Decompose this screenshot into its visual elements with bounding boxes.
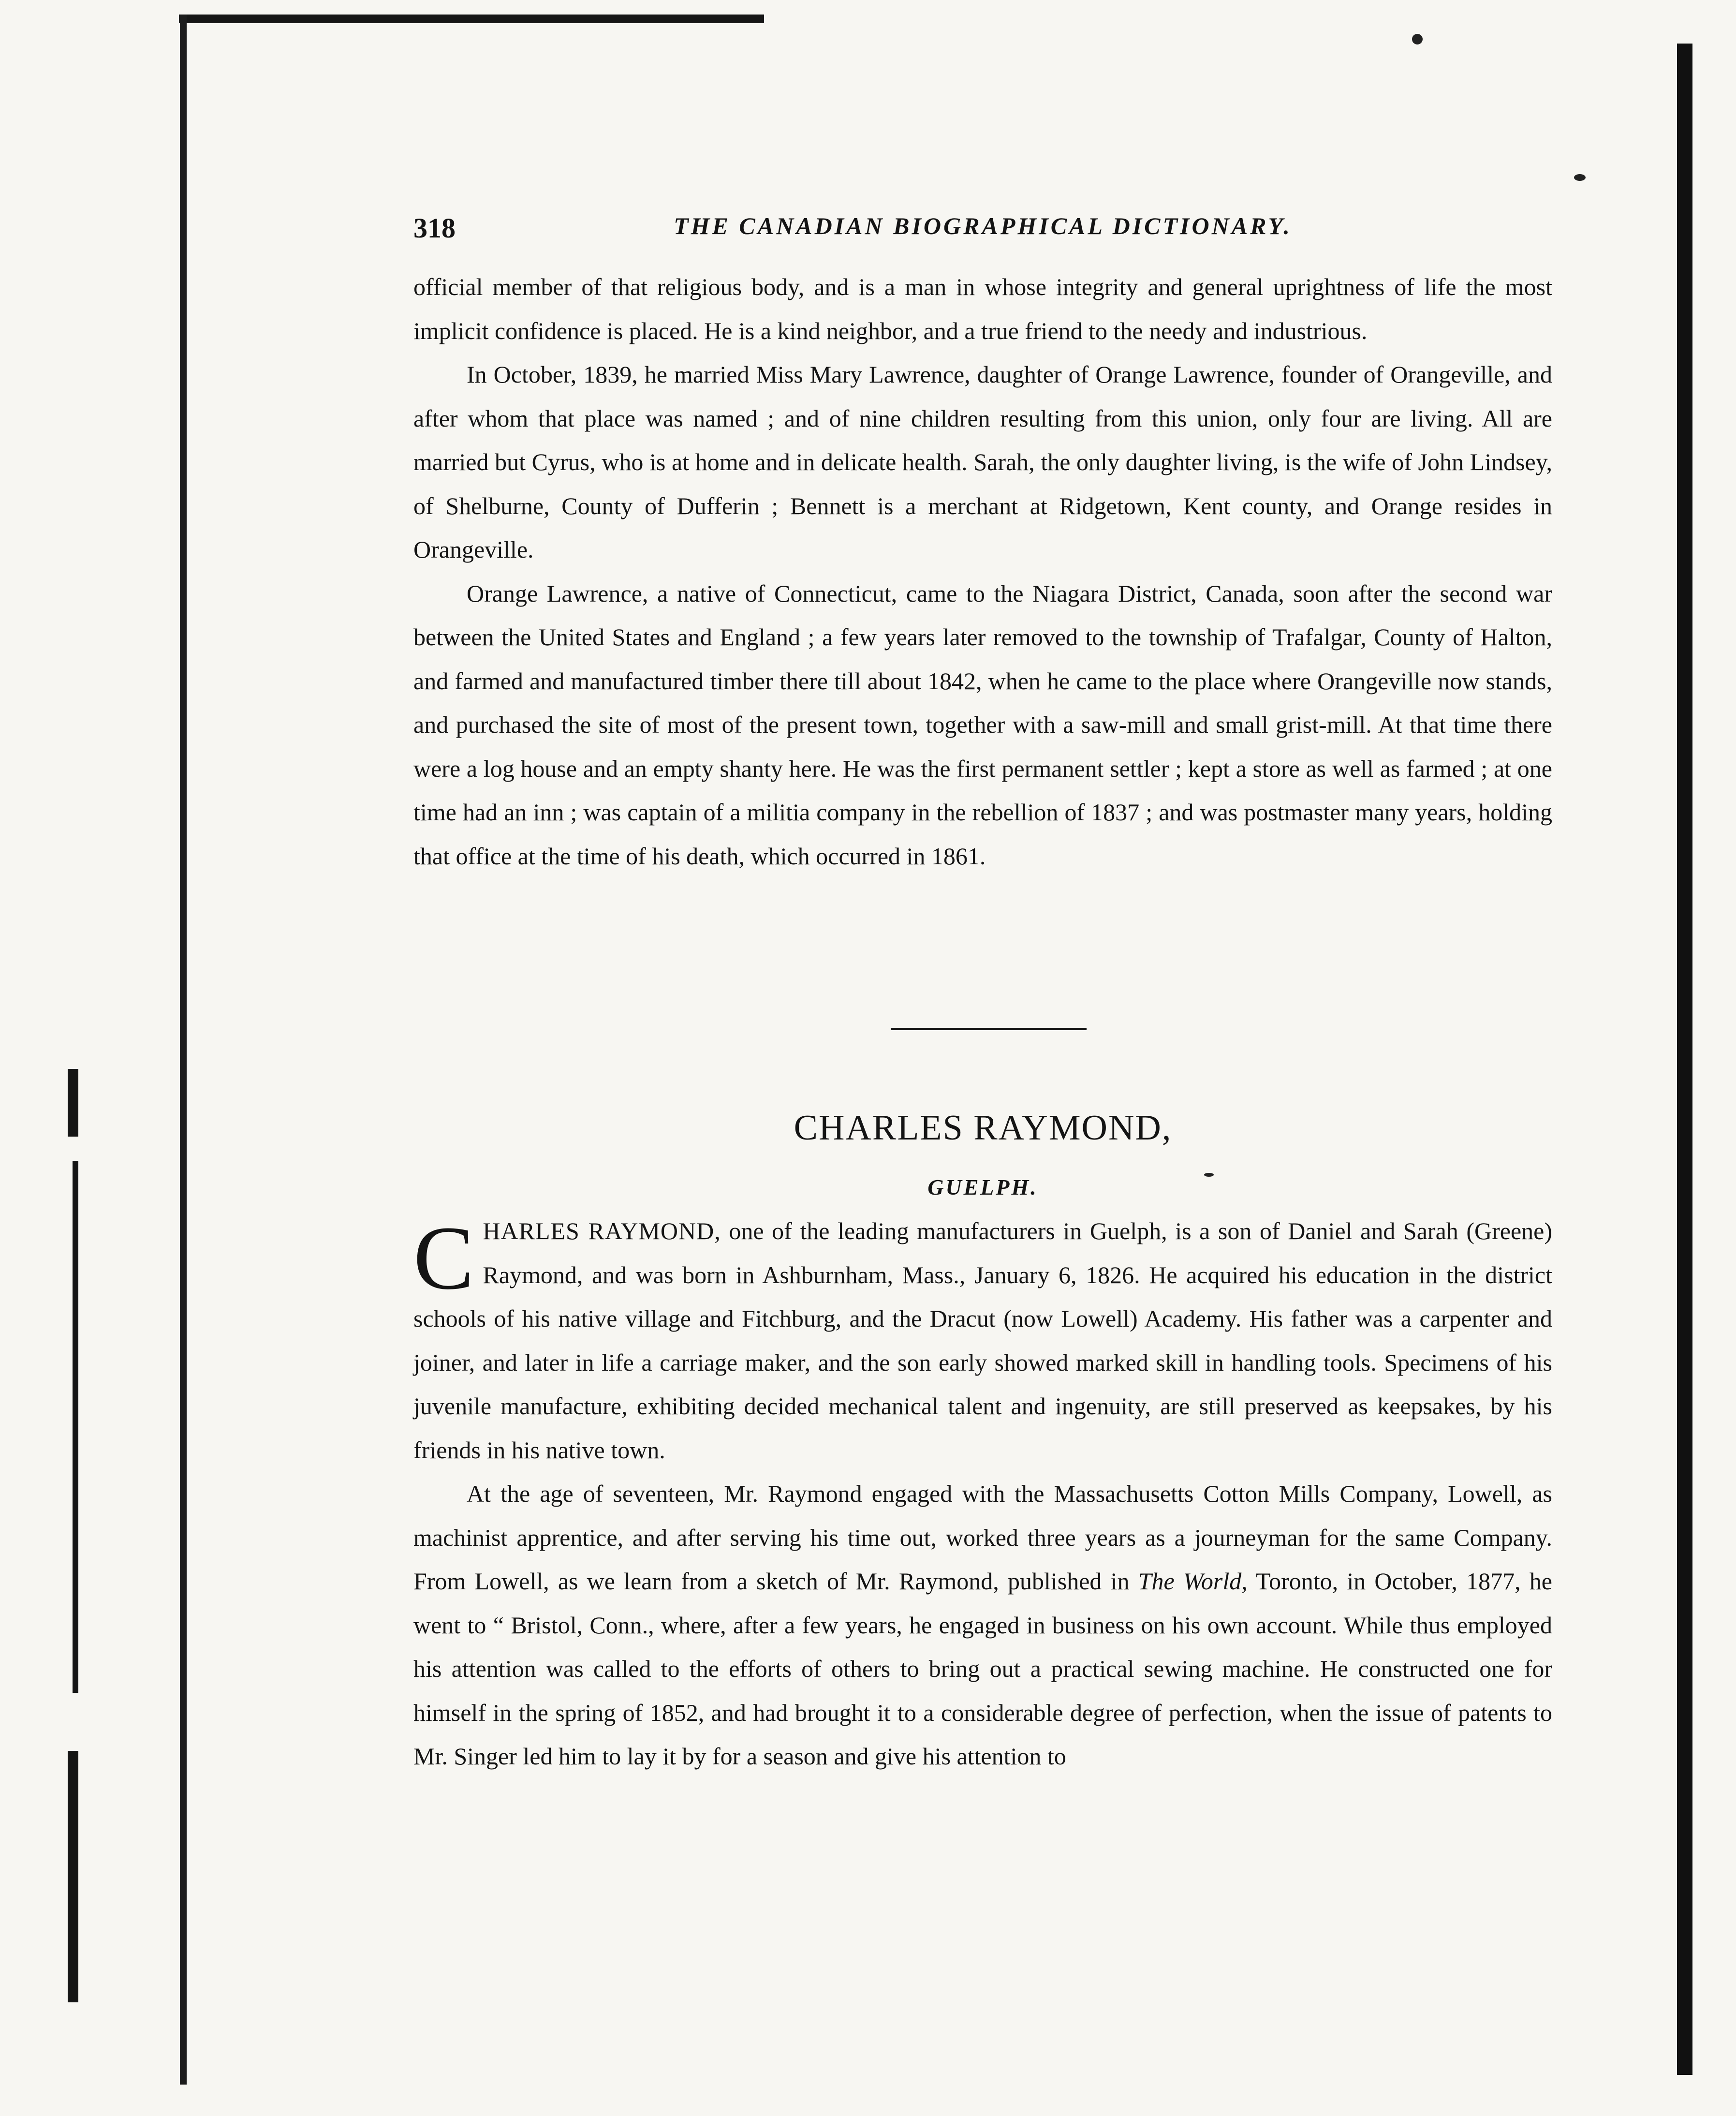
scan-edge-top — [179, 15, 764, 23]
scan-mark — [68, 1751, 78, 2002]
paragraph: Orange Lawrence, a native of Connecticut, came to the Niagara District, Canada, soon after the second war between the United States and England ; a few years later removed to the township of Trafalgar, County of Halton, and farmed and manufactured timber there till about 1842, when he came to the place where Orangeville now stands, and purchased the site of most of the present town, together with a saw-mill and small grist-mill. At that time there were a log house and an empty shanty here. He was the first permanent settler ; kept a store as well as farmed ; at one time had an inn ; was captain of a militia company in the rebellion of 1837 ; and was postmaster many years, holding that office at the time of his death, which occurred in 1861. — [413, 579, 1552, 870]
paragraph — [413, 1472, 1552, 1778]
paragraph — [413, 1209, 1552, 1472]
paragraph-text: At the age of seventeen, Mr. Raymond engaged with the Massachusetts Cotton Mills Company, Lowell, as machinist apprentice, and after serving his time out, worked three years as a journeyman for the same Company. From Lowell, as we learn from a sketch of Mr. Raymond, published in — [413, 1480, 1552, 1595]
scan-mark — [68, 1069, 78, 1137]
entry-subheading: GUELPH. — [927, 1175, 1038, 1199]
paragraph: In October, 1839, he married Miss Mary Lawrence, daughter of Orange Lawrence, founder of Orangeville, and after whom that place was named ; and of nine children resulting from this union, only four are living. All are married but Cyrus, who is at home and in delicate health. Sarah, the only daughter living, is the wife of John Lindsey, of Shelburne, County of Dufferin ; Bennett is a merchant at Ridgetown, Kent county, and Orange resides in Orangeville. — [413, 361, 1552, 563]
page-number: 318 — [413, 212, 456, 244]
paragraph: official member of that religious body, and is a man in whose integrity and general uprightness of life the most implicit confidence is placed. He is a kind neighbor, and a true friend to the needy and industrious. — [413, 273, 1552, 344]
scan-speck — [1412, 34, 1423, 44]
scan-edge-right — [1677, 44, 1692, 2075]
paragraph-text: , Toronto, in October, 1877, he went to “ Bristol, Conn., where, after a few years, he engaged in business on his own account. While thus employed his attention was called to the efforts of others to bring out a practical sewing machine. He constructed one for himself in the spring of 1852, and had brought it to a considerable degree of perfection, when the issue of patents to Mr. Singer led him to lay it by for a season and give his attention to — [413, 1568, 1553, 1770]
running-head — [413, 212, 1552, 246]
scan-mark — [73, 1161, 78, 1693]
running-title: THE CANADIAN BIOGRAPHICAL DICTIONARY. — [674, 212, 1292, 239]
scan-edge-left — [180, 15, 187, 2085]
drop-cap: C — [413, 1207, 474, 1308]
publication-title: The World — [1138, 1568, 1242, 1595]
section-divider — [891, 1028, 1087, 1030]
entry-body — [413, 1209, 1552, 1778]
previous-entry-text — [413, 265, 1552, 878]
lead-in: HARLES RAYMOND, — [483, 1217, 721, 1244]
paragraph-text: one of the leading manufacturers in Guelph, is a son of Daniel and Sarah (Greene) Raymond, and was born in Ashburnham, Mass., January 6, 1826. He acquired his education in the district schools of his native village and Fitchburg, and the Dracut (now Lowell) Academy. His father was a carpenter and joiner, and later in life a carriage maker, and the son early showed marked skill in handling tools. Specimens of his juvenile manufacture, exhibiting decided mechanical talent and ingenuity, are still preserved as keepsakes, by his friends in his native town. — [413, 1217, 1552, 1464]
entry-heading: CHARLES RAYMOND, — [794, 1108, 1172, 1148]
scan-speck — [1574, 174, 1586, 181]
